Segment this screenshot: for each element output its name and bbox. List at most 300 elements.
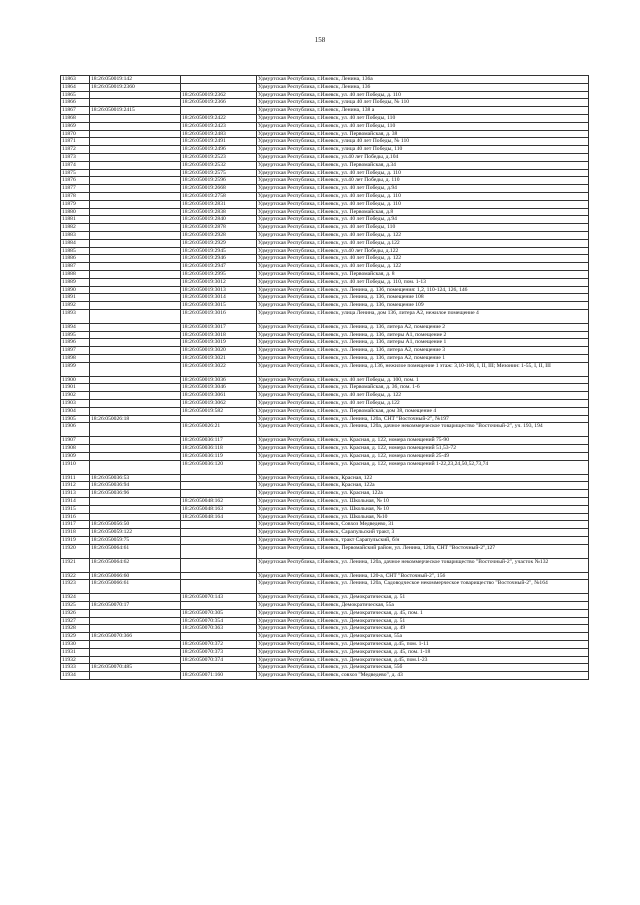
premises-cadastral-number-cell: 18:26:050019:3015	[181, 302, 257, 310]
address-cell: Удмуртская Республика, г.Ижевск, Первомайский район, ул. Ленина, 120а, СНТ "Восточный-2",127	[257, 544, 589, 558]
address-cell: Удмуртская Республика, г.Ижевск, ул. 40 лет Победы, д. 122	[257, 231, 589, 239]
address-cell: Удмуртская Республика, г.Ижевск, ул. Ленина, д. 136, помещение 109	[257, 302, 589, 310]
parcel-cadastral-number-cell	[90, 247, 181, 255]
parcel-cadastral-number-cell	[90, 648, 181, 656]
table-row	[61, 216, 589, 224]
row-number-cell: 11929	[61, 633, 90, 641]
row-number-cell: 11896	[61, 339, 90, 347]
row-number-cell: 11916	[61, 513, 90, 521]
premises-cadastral-number-cell: 18:26:050019:3022	[181, 362, 257, 376]
parcel-cadastral-number-cell	[90, 331, 181, 339]
row-number-cell: 11878	[61, 192, 90, 200]
premises-cadastral-number-cell: 18:26:050019:2995	[181, 270, 257, 278]
address-cell: Удмуртская Республика, г.Ижевск, ул. Ленина, 120а, СНТ "Восточный-2", №197	[257, 415, 589, 423]
row-number-cell: 11886	[61, 255, 90, 263]
table-row	[61, 407, 589, 415]
parcel-cadastral-number-cell: 18:26:050059:122	[90, 529, 181, 537]
parcel-cadastral-number-cell: 18:26:050064:61	[90, 544, 181, 558]
address-cell: Удмуртская Республика, г.Ижевск, ул. Первомайская, д.8	[257, 208, 589, 216]
parcel-cadastral-number-cell	[90, 270, 181, 278]
row-number-cell: 11909	[61, 452, 90, 460]
address-cell: Удмуртская Республика, г.Ижевск, Красная, 122	[257, 474, 589, 482]
premises-cadastral-number-cell: 18:26:050070:372	[181, 641, 257, 649]
table-row	[61, 558, 589, 572]
row-number-cell: 11898	[61, 354, 90, 362]
table-row	[61, 521, 589, 529]
row-number-cell: 11879	[61, 200, 90, 208]
address-cell: Удмуртская Республика, г.Ижевск, ул. Демократическая, д. 45, пом. 1	[257, 609, 589, 617]
parcel-cadastral-number-cell	[90, 286, 181, 294]
address-cell: Удмуртская Республика, г.Ижевск, ул. 40 лет Победы, д. 100, пом. 1	[257, 376, 589, 384]
parcel-cadastral-number-cell	[90, 625, 181, 633]
parcel-cadastral-number-cell	[90, 263, 181, 271]
table-row	[61, 169, 589, 177]
row-number-cell: 11890	[61, 286, 90, 294]
table-row	[61, 239, 589, 247]
parcel-cadastral-number-cell	[90, 114, 181, 122]
parcel-cadastral-number-cell	[90, 460, 181, 474]
premises-cadastral-number-cell	[181, 482, 257, 490]
premises-cadastral-number-cell	[181, 529, 257, 537]
register-body	[61, 76, 589, 680]
parcel-cadastral-number-cell	[90, 91, 181, 99]
row-number-cell: 11925	[61, 602, 90, 610]
parcel-cadastral-number-cell	[90, 138, 181, 146]
address-cell: Удмуртская Республика, г.Ижевск, ул. Ленина, д. 136, литеры А1, помещение 2	[257, 331, 589, 339]
premises-cadastral-number-cell: 18:26:050019:3021	[181, 354, 257, 362]
address-cell: Удмуртская Республика, г.Ижевск, ул. Первомайская, д.34	[257, 161, 589, 169]
parcel-cadastral-number-cell: 18:26:050036:94	[90, 482, 181, 490]
address-cell: Удмуртская Республика, г.Ижевск, ул. Демократическая, д. 49	[257, 625, 589, 633]
address-cell: Удмуртская Республика, г.Ижевск, ул. 40 лет Победы, д. 122	[257, 392, 589, 400]
row-number-cell: 11875	[61, 169, 90, 177]
table-row	[61, 400, 589, 408]
parcel-cadastral-number-cell	[90, 513, 181, 521]
table-row	[61, 490, 589, 498]
premises-cadastral-number-cell: 18:26:050070:354	[181, 617, 257, 625]
address-cell: Удмуртская Республика, г.Ижевск, Демократическая, 55а	[257, 602, 589, 610]
table-row	[61, 91, 589, 99]
table-row	[61, 286, 589, 294]
row-number-cell: 11882	[61, 224, 90, 232]
premises-cadastral-number-cell	[181, 580, 257, 594]
address-cell: Удмуртская Республика, г.Ижевск, ул. Ленина, д. 136, литера А2, помещение 3	[257, 347, 589, 355]
row-number-cell: 11922	[61, 572, 90, 580]
table-row	[61, 255, 589, 263]
premises-cadastral-number-cell: 18:26:050019:3012	[181, 278, 257, 286]
premises-cadastral-number-cell: 18:26:050019:2929	[181, 239, 257, 247]
row-number-cell: 11888	[61, 270, 90, 278]
premises-cadastral-number-cell: 18:26:050019:2878	[181, 224, 257, 232]
premises-cadastral-number-cell	[181, 558, 257, 572]
parcel-cadastral-number-cell	[90, 200, 181, 208]
premises-cadastral-number-cell: 18:26:050019:2362	[181, 91, 257, 99]
table-row	[61, 482, 589, 490]
address-cell: Удмуртская Республика, г.Ижевск, Ленина, 136а	[257, 76, 589, 84]
premises-cadastral-number-cell	[181, 633, 257, 641]
table-row	[61, 505, 589, 513]
premises-cadastral-number-cell: 18:26:050019:2596	[181, 177, 257, 185]
table-row	[61, 423, 589, 437]
address-cell: Удмуртская Республика, г.Ижевск, улица 40 лет Победы, № 110	[257, 99, 589, 107]
premises-cadastral-number-cell: 18:26:050019:2491	[181, 138, 257, 146]
premises-cadastral-number-cell: 18:26:050019:2838	[181, 208, 257, 216]
row-number-cell: 11892	[61, 302, 90, 310]
address-cell: Удмуртская Республика, г.Ижевск, ул. Ленина, д. 136, литера А2, помещение 1	[257, 354, 589, 362]
table-row	[61, 633, 589, 641]
address-cell: Удмуртская Республика, г.Ижевск, ул. Ленина, 120а, Садоводческое некоммерческое товарищество "Восточный-2", №164	[257, 580, 589, 594]
row-number-cell: 11869	[61, 122, 90, 130]
row-number-cell: 11864	[61, 83, 90, 91]
premises-cadastral-number-cell: 18:26:050019:582	[181, 407, 257, 415]
row-number-cell: 11900	[61, 376, 90, 384]
premises-cadastral-number-cell: 18:26:050019:2945	[181, 247, 257, 255]
table-row	[61, 445, 589, 453]
parcel-cadastral-number-cell	[90, 146, 181, 154]
address-cell: Удмуртская Республика, г.Ижевск, ул.40 лет Победы, д.122	[257, 247, 589, 255]
address-cell: Удмуртская Республика, г.Ижевск, ул. Ленина, д. 136, помещение 108	[257, 294, 589, 302]
parcel-cadastral-number-cell: 18:26:050070:366	[90, 633, 181, 641]
premises-cadastral-number-cell: 18:26:050019:2946	[181, 255, 257, 263]
parcel-cadastral-number-cell: 18:26:050070:17	[90, 602, 181, 610]
premises-cadastral-number-cell: 18:26:050019:3018	[181, 331, 257, 339]
parcel-cadastral-number-cell	[90, 498, 181, 506]
parcel-cadastral-number-cell	[90, 231, 181, 239]
address-cell: Удмуртская Республика, г.Ижевск, ул.40 лет Победы, д.104	[257, 153, 589, 161]
row-number-cell: 11911	[61, 474, 90, 482]
row-number-cell: 11930	[61, 641, 90, 649]
parcel-cadastral-number-cell	[90, 407, 181, 415]
row-number-cell: 11897	[61, 347, 90, 355]
row-number-cell: 11933	[61, 664, 90, 672]
premises-cadastral-number-cell: 18:26:050048:163	[181, 505, 257, 513]
address-cell: Удмуртская Республика, г.Ижевск, ул. Красная, д. 122, номера помещений 75-90	[257, 437, 589, 445]
row-number-cell: 11871	[61, 138, 90, 146]
table-row	[61, 200, 589, 208]
address-cell: Удмуртская Республика, г.Ижевск, ул. Красная, д. 122, номера помещений 1-22,23,24,50,52,73,74	[257, 460, 589, 474]
table-row	[61, 617, 589, 625]
premises-cadastral-number-cell: 18:26:050019:2366	[181, 99, 257, 107]
premises-cadastral-number-cell: 18:26:050019:3014	[181, 294, 257, 302]
parcel-cadastral-number-cell	[90, 99, 181, 107]
row-number-cell: 11863	[61, 76, 90, 84]
premises-cadastral-number-cell	[181, 664, 257, 672]
table-row	[61, 452, 589, 460]
address-cell: Удмуртская Республика, г.Ижевск, ул. Школьная, № 10	[257, 505, 589, 513]
table-row	[61, 641, 589, 649]
row-number-cell: 11920	[61, 544, 90, 558]
table-row	[61, 331, 589, 339]
premises-cadastral-number-cell: 18:26:050036:117	[181, 437, 257, 445]
premises-cadastral-number-cell: 18:26:050019:3019	[181, 339, 257, 347]
row-number-cell: 11934	[61, 672, 90, 680]
row-number-cell: 11891	[61, 294, 90, 302]
parcel-cadastral-number-cell: 18:26:050026:18	[90, 415, 181, 423]
register-table	[60, 75, 589, 680]
page-number: 158	[314, 36, 326, 44]
address-cell: Удмуртская Республика, г.Ижевск, ул. 40 лет Победы, д. 110	[257, 192, 589, 200]
table-row	[61, 529, 589, 537]
parcel-cadastral-number-cell	[90, 392, 181, 400]
premises-cadastral-number-cell: 18:26:050019:3013	[181, 286, 257, 294]
row-number-cell: 11913	[61, 490, 90, 498]
row-number-cell: 11870	[61, 130, 90, 138]
premises-cadastral-number-cell: 18:26:050019:3046	[181, 384, 257, 392]
premises-cadastral-number-cell: 18:26:050048:164	[181, 513, 257, 521]
row-number-cell: 11908	[61, 445, 90, 453]
row-number-cell: 11914	[61, 498, 90, 506]
premises-cadastral-number-cell: 18:26:050019:2947	[181, 263, 257, 271]
row-number-cell: 11901	[61, 384, 90, 392]
address-cell: Удмуртская Республика, г.Ижевск, ул. Ленина, д. 136, литеры А1, помещение 1	[257, 339, 589, 347]
premises-cadastral-number-cell: 18:26:050019:2422	[181, 114, 257, 122]
parcel-cadastral-number-cell	[90, 185, 181, 193]
row-number-cell: 11899	[61, 362, 90, 376]
address-cell: Удмуртская Республика, г.Ижевск, ул. Ленина, 120-а, СНТ "Восточный-2", 156	[257, 572, 589, 580]
row-number-cell: 11923	[61, 580, 90, 594]
parcel-cadastral-number-cell	[90, 255, 181, 263]
address-cell: Удмуртская Республика, г.Ижевск, ул. Демократическая, д. 51	[257, 617, 589, 625]
table-row	[61, 278, 589, 286]
address-cell: Удмуртская Республика, г.Ижевск, улица 40 лет Победы, № 110	[257, 138, 589, 146]
table-row	[61, 602, 589, 610]
parcel-cadastral-number-cell	[90, 505, 181, 513]
row-number-cell: 11889	[61, 278, 90, 286]
row-number-cell: 11918	[61, 529, 90, 537]
address-cell: Удмуртская Республика, г.Ижевск, ул. 40 лет Победы, 110	[257, 122, 589, 130]
row-number-cell: 11905	[61, 415, 90, 423]
premises-cadastral-number-cell: 18:26:050070:374	[181, 656, 257, 664]
row-number-cell: 11865	[61, 91, 90, 99]
parcel-cadastral-number-cell	[90, 339, 181, 347]
row-number-cell: 11872	[61, 146, 90, 154]
premises-cadastral-number-cell: 18:26:050019:2575	[181, 169, 257, 177]
premises-cadastral-number-cell: 18:26:050036:120	[181, 460, 257, 474]
premises-cadastral-number-cell	[181, 572, 257, 580]
address-cell: Удмуртская Республика, г.Ижевск, ул. 40 лет Победы, 110	[257, 224, 589, 232]
address-cell: Удмуртская Республика, г.Ижевск, ул. Ленина, д. 136, литера А2, помещение 2	[257, 323, 589, 331]
address-cell: Удмуртская Республика, г.Ижевск, улица Ленина, дом 136, литера А2, нежилое помещение 4	[257, 309, 589, 323]
address-cell: Удмуртская Республика, г.Ижевск, ул. 40 лет Победы, д.122	[257, 239, 589, 247]
parcel-cadastral-number-cell	[90, 384, 181, 392]
table-row	[61, 153, 589, 161]
address-cell: Удмуртская Республика, г.Ижевск, ул. Ленина, 120а, дачное некоммерческое товарищество "Восточный-2", уч. 193, 194	[257, 423, 589, 437]
address-cell: Удмуртская Республика, г.Ижевск, ул. Демократическая, д. 45, пом. 1-18	[257, 648, 589, 656]
row-number-cell: 11921	[61, 558, 90, 572]
address-cell: Удмуртская Республика, г.Ижевск, ул. 40 лет Победы, д. 122	[257, 255, 589, 263]
parcel-cadastral-number-cell	[90, 239, 181, 247]
address-cell: Удмуртская Республика, г.Ижевск, ул. Первомайская, д. 8	[257, 270, 589, 278]
table-row	[61, 323, 589, 331]
parcel-cadastral-number-cell: 18:26:050036:53	[90, 474, 181, 482]
address-cell: Удмуртская Республика, г.Ижевск, тракт Сарапульский, б/н	[257, 537, 589, 545]
row-number-cell: 11880	[61, 208, 90, 216]
premises-cadastral-number-cell	[181, 415, 257, 423]
parcel-cadastral-number-cell	[90, 656, 181, 664]
table-row	[61, 263, 589, 271]
row-number-cell: 11876	[61, 177, 90, 185]
parcel-cadastral-number-cell: 18:26:050070:485	[90, 664, 181, 672]
table-row	[61, 460, 589, 474]
premises-cadastral-number-cell: 18:26:050036:118	[181, 445, 257, 453]
premises-cadastral-number-cell: 18:26:050019:2668	[181, 185, 257, 193]
table-row	[61, 161, 589, 169]
table-row	[61, 231, 589, 239]
table-row	[61, 208, 589, 216]
premises-cadastral-number-cell: 18:26:050019:3036	[181, 376, 257, 384]
parcel-cadastral-number-cell	[90, 208, 181, 216]
parcel-cadastral-number-cell	[90, 302, 181, 310]
address-cell: Удмуртская Республика, г.Ижевск, Совхоз Медведево, 31	[257, 521, 589, 529]
row-number-cell: 11919	[61, 537, 90, 545]
row-number-cell: 11915	[61, 505, 90, 513]
address-cell: Удмуртская Республика, г.Ижевск, ул. Демократическая, д.45, пом.1-23	[257, 656, 589, 664]
address-cell: Удмуртская Республика, г.Ижевск, ул. 40 лет Победы, д.94	[257, 216, 589, 224]
row-number-cell: 11917	[61, 521, 90, 529]
parcel-cadastral-number-cell	[90, 192, 181, 200]
address-cell: Удмуртская Республика, г.Ижевск, ул. Демократическая, 55а	[257, 633, 589, 641]
parcel-cadastral-number-cell	[90, 278, 181, 286]
address-cell: Удмуртская Республика, г.Ижевск, ул. 40 лет Победы, д. 110	[257, 169, 589, 177]
parcel-cadastral-number-cell	[90, 294, 181, 302]
row-number-cell: 11903	[61, 400, 90, 408]
row-number-cell: 11887	[61, 263, 90, 271]
table-row	[61, 384, 589, 392]
premises-cadastral-number-cell: 18:26:050070:143	[181, 594, 257, 602]
address-cell: Удмуртская Республика, г.Ижевск, ул. 40 лет Победы, д.122	[257, 400, 589, 408]
parcel-cadastral-number-cell	[90, 354, 181, 362]
premises-cadastral-number-cell: 18:26:050019:2831	[181, 200, 257, 208]
row-number-cell: 11928	[61, 625, 90, 633]
address-cell: Удмуртская Республика, г.Ижевск, Ленина, 136	[257, 83, 589, 91]
row-number-cell: 11927	[61, 617, 90, 625]
row-number-cell: 11881	[61, 216, 90, 224]
address-cell: Удмуртская Республика, г.Ижевск, улица 40 лет Победы, 110	[257, 146, 589, 154]
parcel-cadastral-number-cell	[90, 594, 181, 602]
row-number-cell: 11885	[61, 247, 90, 255]
parcel-cadastral-number-cell	[90, 452, 181, 460]
premises-cadastral-number-cell	[181, 490, 257, 498]
table-row	[61, 594, 589, 602]
premises-cadastral-number-cell: 18:26:050019:2758	[181, 192, 257, 200]
parcel-cadastral-number-cell: 18:26:050019:2360	[90, 83, 181, 91]
address-cell: Удмуртская Республика, г.Ижевск, ул. 40 лет Победы, д. 110, пом. 1-13	[257, 278, 589, 286]
row-number-cell: 11906	[61, 423, 90, 437]
parcel-cadastral-number-cell	[90, 376, 181, 384]
row-number-cell: 11877	[61, 185, 90, 193]
address-cell: Удмуртская Республика, г.Ижевск, ул. 40 лет Победы, 110	[257, 114, 589, 122]
row-number-cell: 11904	[61, 407, 90, 415]
address-cell: Удмуртская Республика, г.Ижевск, ул. Первомайская, д. 38	[257, 130, 589, 138]
table-row	[61, 107, 589, 115]
parcel-cadastral-number-cell	[90, 309, 181, 323]
parcel-cadastral-number-cell	[90, 130, 181, 138]
premises-cadastral-number-cell: 18:26:050019:2496	[181, 146, 257, 154]
table-row	[61, 537, 589, 545]
address-cell: Удмуртская Республика, г.Ижевск, Ленина, 138 а	[257, 107, 589, 115]
premises-cadastral-number-cell: 18:26:050026:21	[181, 423, 257, 437]
table-row	[61, 664, 589, 672]
parcel-cadastral-number-cell	[90, 609, 181, 617]
parcel-cadastral-number-cell	[90, 216, 181, 224]
table-row	[61, 625, 589, 633]
table-row	[61, 138, 589, 146]
parcel-cadastral-number-cell	[90, 641, 181, 649]
table-row	[61, 247, 589, 255]
premises-cadastral-number-cell: 18:26:050019:2523	[181, 153, 257, 161]
parcel-cadastral-number-cell	[90, 161, 181, 169]
premises-cadastral-number-cell	[181, 107, 257, 115]
table-row	[61, 572, 589, 580]
parcel-cadastral-number-cell: 18:26:050066:61	[90, 580, 181, 594]
table-row	[61, 294, 589, 302]
table-row	[61, 498, 589, 506]
table-row	[61, 362, 589, 376]
table-row	[61, 376, 589, 384]
premises-cadastral-number-cell: 18:26:050019:3017	[181, 323, 257, 331]
address-cell: Удмуртская Республика, г.Ижевск, совхоз "Медведево", д. 43	[257, 672, 589, 680]
table-row	[61, 437, 589, 445]
row-number-cell: 11893	[61, 309, 90, 323]
row-number-cell: 11873	[61, 153, 90, 161]
parcel-cadastral-number-cell	[90, 423, 181, 437]
parcel-cadastral-number-cell: 18:26:050059:75	[90, 537, 181, 545]
table-row	[61, 122, 589, 130]
address-cell: Удмуртская Республика, г.Ижевск, Красная, 122а	[257, 482, 589, 490]
premises-cadastral-number-cell: 18:26:050070:305	[181, 609, 257, 617]
row-number-cell: 11931	[61, 648, 90, 656]
table-row	[61, 648, 589, 656]
row-number-cell: 11868	[61, 114, 90, 122]
address-cell: Удмуртская Республика, г.Ижевск, ул. Ленина, д.136, нежилое помещение 1 этаж: 3,10-106, I, II, III; Мезонин: 1-55, I, II, III	[257, 362, 589, 376]
premises-cadastral-number-cell: 18:26:050019:2532	[181, 161, 257, 169]
row-number-cell: 11895	[61, 331, 90, 339]
address-cell: Удмуртская Республика, г.Ижевск, ул. Первомайская, дом 38, помещение 4	[257, 407, 589, 415]
premises-cadastral-number-cell: 18:26:050070:373	[181, 648, 257, 656]
table-row	[61, 76, 589, 84]
table-row	[61, 114, 589, 122]
parcel-cadastral-number-cell	[90, 177, 181, 185]
parcel-cadastral-number-cell: 18:26:050064:62	[90, 558, 181, 572]
row-number-cell: 11866	[61, 99, 90, 107]
table-row	[61, 415, 589, 423]
premises-cadastral-number-cell: 18:26:050048:162	[181, 498, 257, 506]
parcel-cadastral-number-cell	[90, 437, 181, 445]
row-number-cell: 11883	[61, 231, 90, 239]
parcel-cadastral-number-cell	[90, 323, 181, 331]
premises-cadastral-number-cell	[181, 544, 257, 558]
parcel-cadastral-number-cell: 18:26:050019:142	[90, 76, 181, 84]
address-cell: Удмуртская Республика, г.Ижевск, ул. Красная, д. 122, номера помещений 25-49	[257, 452, 589, 460]
table-row	[61, 339, 589, 347]
parcel-cadastral-number-cell	[90, 347, 181, 355]
premises-cadastral-number-cell: 18:26:050019:2423	[181, 122, 257, 130]
address-cell: Удмуртская Республика, г.Ижевск, Сарапульский тракт, 3	[257, 529, 589, 537]
row-number-cell: 11894	[61, 323, 90, 331]
parcel-cadastral-number-cell: 18:26:050036:96	[90, 490, 181, 498]
row-number-cell: 11926	[61, 609, 90, 617]
parcel-cadastral-number-cell	[90, 445, 181, 453]
table-row	[61, 354, 589, 362]
row-number-cell: 11902	[61, 392, 90, 400]
table-row	[61, 185, 589, 193]
parcel-cadastral-number-cell	[90, 169, 181, 177]
address-cell: Удмуртская Республика, г.Ижевск, ул. Демократическая, д.45, пом. 1-11	[257, 641, 589, 649]
row-number-cell: 11924	[61, 594, 90, 602]
premises-cadastral-number-cell	[181, 83, 257, 91]
parcel-cadastral-number-cell	[90, 122, 181, 130]
premises-cadastral-number-cell: 18:26:050019:3016	[181, 309, 257, 323]
